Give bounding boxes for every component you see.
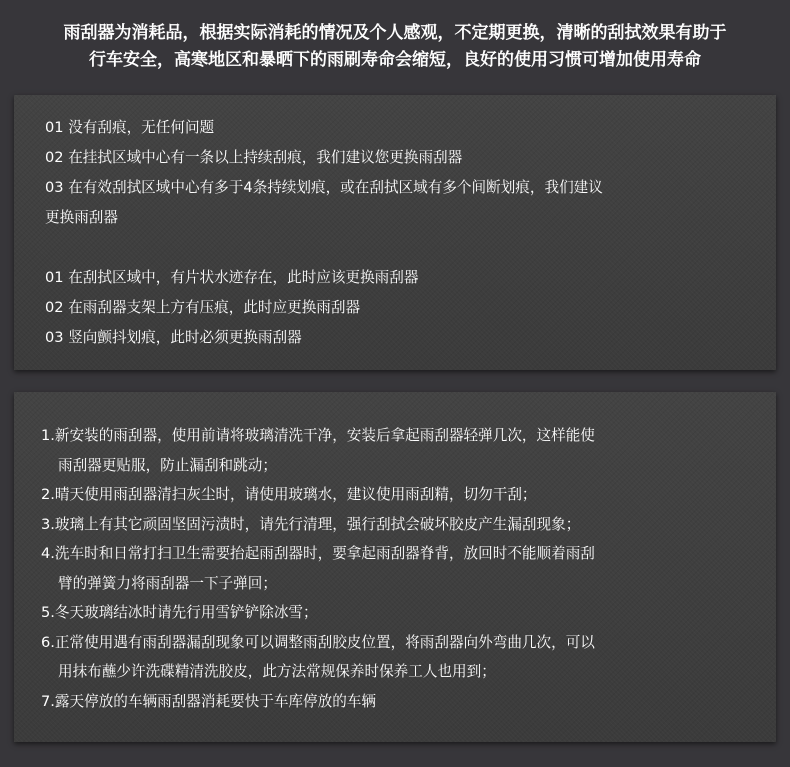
condition-item: 03 竖向颤抖划痕，此时必须更换雨刮器 (45, 329, 302, 346)
tip-text: 1.新安装的雨刮器，使用前请将玻璃清洗干净，安装后拿起雨刮器轻弹几次，这样能使 (41, 427, 595, 444)
condition-item-continuation: 更换雨刮器 (45, 209, 118, 226)
tip-item (41, 628, 756, 687)
tip-text: 3.玻璃上有其它顽固坚固污渍时，请先行清理，强行刮拭会破坏胶皮产生漏刮现象； (41, 515, 581, 533)
tip-text-continuation: 用抹布蘸少许洗碟精清洗胶皮，此方法常规保养时保养工人也用到； (58, 663, 496, 680)
tip-text: 6.正常使用遇有雨刮器漏刮现象可以调整雨刮胶皮位置，将雨刮器向外弯曲几次，可以 (41, 633, 595, 651)
tip-item (41, 510, 756, 540)
tip-item (41, 598, 756, 628)
intro-line-2: 行车安全，高寒地区和暴晒下的雨刷寿命会缩短，良好的使用习惯可增加使用寿命 (89, 50, 701, 70)
tip-text-continuation: 臂的弹簧力将雨刮器一下子弹回； (58, 574, 277, 592)
tip-item (41, 687, 756, 717)
intro-text (0, 20, 790, 74)
condition-item: 02 在雨刮器支架上方有压痕，此时应更换雨刮器 (45, 299, 361, 316)
group-spacer (45, 233, 756, 263)
tip-text: 5.冬天玻璃结冰时请先行用雪铲铲除冰雪； (41, 604, 318, 621)
tip-text: 4.洗车时和日常打扫卫生需要抬起雨刮器时，要拿起雨刮器脊背，放回时不能顺着雨刮 (41, 545, 595, 562)
wear-conditions-panel (14, 95, 776, 370)
condition-item: 02 在挂拭区域中心有一条以上持续刮痕，我们建议您更换雨刮器 (45, 149, 463, 166)
tip-item (41, 480, 756, 510)
tip-text-continuation: 雨刮器更贴服，防止漏刮和跳动； (58, 456, 277, 474)
condition-item: 01 在刮拭区域中，有片状水迹存在，此时应该更换雨刮器 (45, 269, 419, 286)
intro-line-1: 雨刮器为消耗品，根据实际消耗的情况及个人感观，不定期更换，清晰的刮拭效果有助于 (63, 23, 727, 43)
condition-item: 01 没有刮痕，无任何问题 (45, 119, 215, 136)
tip-item (41, 421, 756, 480)
tip-item (41, 539, 756, 598)
tip-text: 2.晴天使用雨刮器清扫灰尘时，请使用玻璃水，建议使用雨刮精，切勿干刮； (41, 486, 537, 503)
usage-tips-panel (14, 392, 776, 742)
tip-text: 7.露天停放的车辆雨刮器消耗要快于车库停放的车辆 (41, 692, 376, 710)
condition-item: 03 在有效刮拭区域中心有多于4条持续划痕，或在刮拭区域有多个间断划痕，我们建议 (45, 179, 603, 196)
